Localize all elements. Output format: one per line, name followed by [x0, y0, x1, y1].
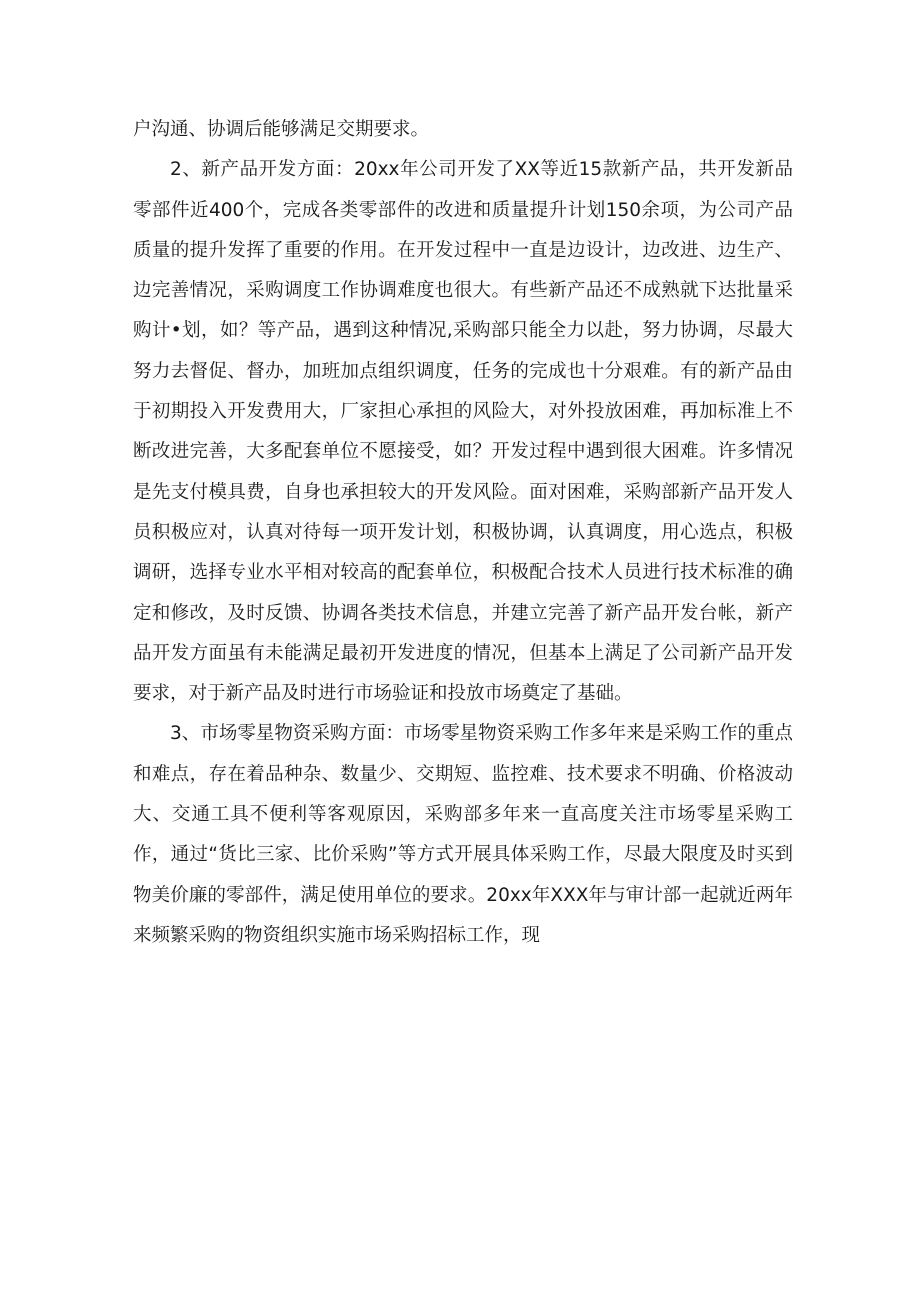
- paragraph-continuation: 户沟通、协调后能够满足交期要求。: [133, 119, 430, 140]
- document-body: [133, 110, 793, 956]
- paragraph-market-sporadic-purchasing: 3、市场零星物资采购方面：市场零星物资采购工作多年来是采购工作的重点和难点，存在着品种杂、数量少、交期短、监控难、技术要求不明确、价格波动大、交通工具不便利等客观原因，采购部多年来一直高度关注市场零星采购工作，通过“货比三家、比价采购”等方式开展具体采购工作，尽最大限度及时买到物美价廉的零部件，满足使用单位的要求。20xx年XXX年与审计部一起就近两年来频繁采购的物资组织实施市场采购招标工作，现: [133, 723, 793, 946]
- paragraph-new-product-development: 2、新产品开发方面：20xx年公司开发了XX等近15款新产品，共开发新品零部件近400个，完成各类零部件的改进和质量提升计划150余项，为公司产品质量的提升发挥了重要的作用。在开发过程中一直是边设计，边改进、边生产、边完善情况，采购调度工作协调难度也很大。有些新产品还不成熟就下达批量采购计•划，如？等产品，遇到这种情况,采购部只能全力以赴，努力协调，尽最大努力去督促、督办，加班加点组织调度，任务的完成也十分艰难。有的新产品由于初期投入开发费用大，厂家担心承担的风险大，对外投放困难，再加标准上不断改进完善，大多配套单位不愿接受，如？开发过程中遇到很大困难。许多情况是先支付模具费，自身也承担较大的开发风险。面对困难，采购部新产品开发人员积极应对，认真对待每一项开发计划，积极协调，认真调度，用心选点，积极调研，选择专业水平相对较高的配套单位，积极配合技术人员进行技术标准的确定和修改，及时反馈、协调各类技术信息，并建立完善了新产品开发台帐，新产品开发方面虽有未能满足最初开发进度的情况，但基本上满足了公司新产品开发要求，对于新产品及时进行市场验证和投放市场奠定了基础。: [133, 159, 793, 705]
